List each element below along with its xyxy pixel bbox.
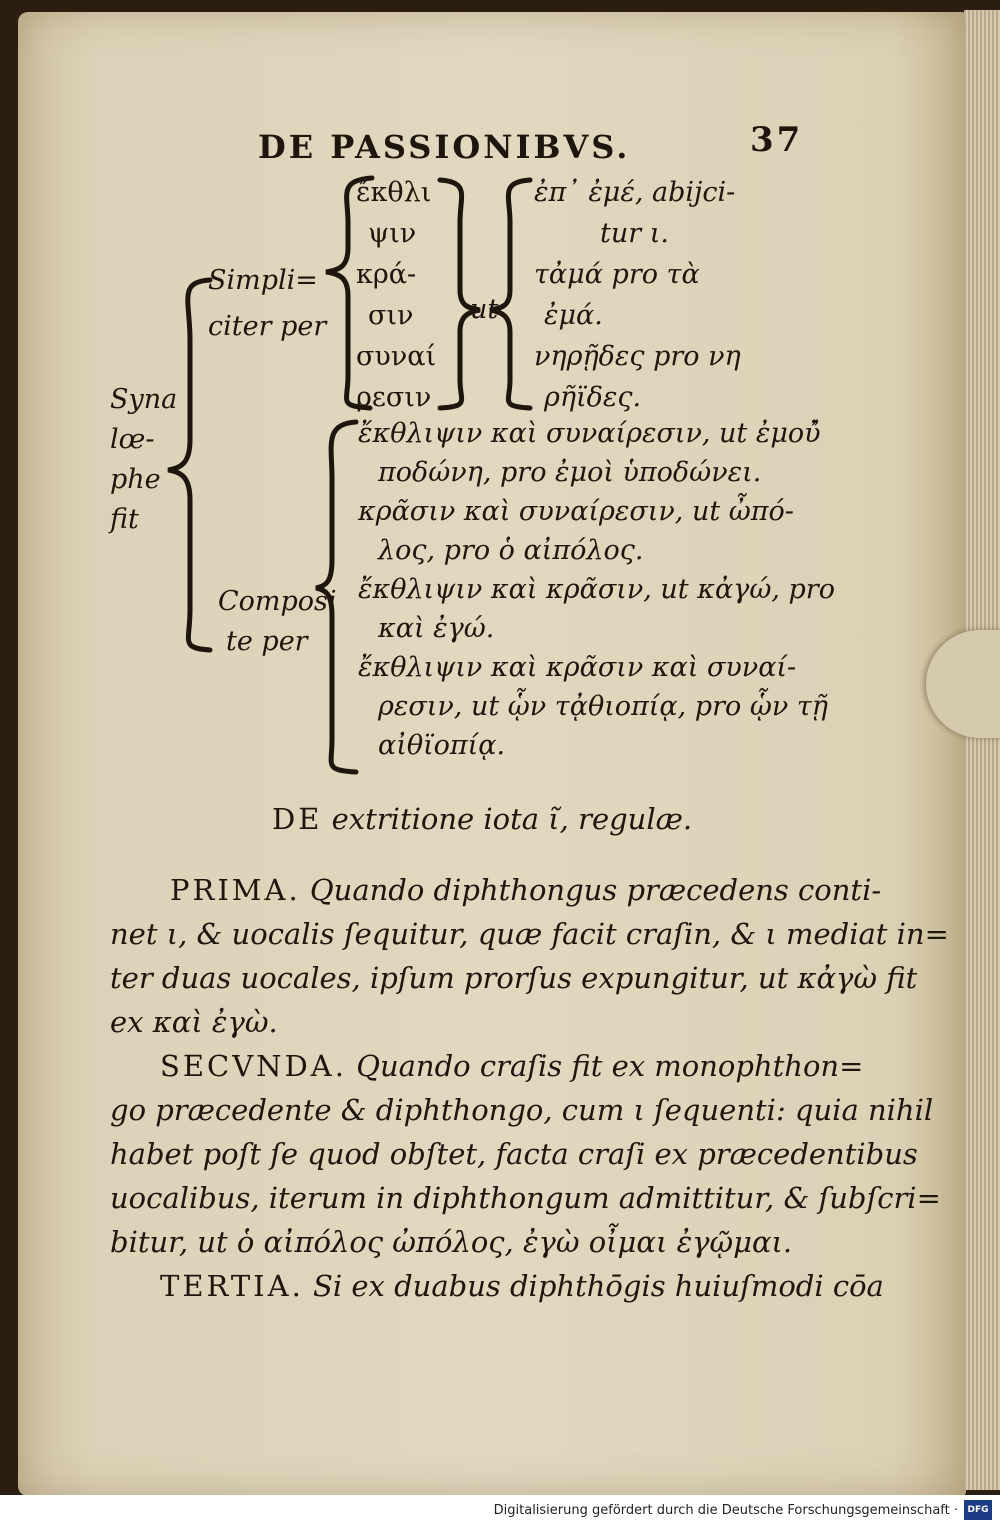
- composite-example-line: ποδώνη, pro ἐμοὶ ὑποδώνει.: [378, 457, 762, 488]
- page-number: 37: [750, 120, 804, 160]
- prima-label: PRIMA.: [170, 873, 301, 907]
- body-line: uocalibus, iterum in diphthongum admittitur, & ſubſcri=: [110, 1181, 941, 1215]
- body-line: habet poſt ſe quod obſtet, facta craſi ex præcedentibus: [110, 1137, 918, 1171]
- example-line: ἐμά.: [544, 300, 603, 331]
- method-line: ρεσιν: [356, 382, 432, 413]
- composite-line: te per: [226, 626, 308, 657]
- dfg-logo: DFG: [964, 1500, 992, 1520]
- composite-example-line: αἰθϊοπίᾳ.: [378, 730, 506, 761]
- tertia-label: TERTIA.: [160, 1269, 304, 1303]
- examples-column: [534, 172, 741, 418]
- example-line: νηρῇδες pro νη: [534, 341, 741, 372]
- example-line: ἐπ᾽ ἐμέ, abijci-: [534, 177, 736, 208]
- method-line: ψιν: [368, 218, 417, 249]
- rules-text: [110, 868, 949, 1308]
- example-line: tur ι.: [600, 218, 669, 249]
- body-line: Quando craſis fit ex monophthon=: [356, 1049, 864, 1083]
- ut-label: ut: [470, 294, 499, 325]
- digitization-footer: [0, 1495, 1000, 1527]
- body-line: Si ex duabus diphthōgis huiuſmodi cōa: [313, 1269, 884, 1303]
- running-header: DE PASSIONIBVS.: [258, 128, 631, 166]
- example-line: ρῆϊδες.: [544, 382, 642, 413]
- section-title-rest: extritione iota ῖ, regulæ.: [331, 802, 693, 836]
- composite-example-line: ἔκθλιψιν καὶ κρᾶσιν καὶ συναί-: [358, 652, 797, 683]
- root-line: lœ-: [110, 424, 155, 455]
- composite-label: [218, 582, 337, 662]
- body-line: ex καὶ ἐγὼ.: [110, 1005, 278, 1039]
- method-line: συναί: [356, 341, 437, 372]
- composite-example-line: ἔκθλιψιν καὶ συναίρεσιν, ut ἐμοὐ̓: [358, 418, 821, 449]
- footer-credit: Digitalisierung gefördert durch die Deutsche Forschungsgemeinschaft ·: [493, 1503, 958, 1518]
- method-line: σιν: [368, 300, 414, 331]
- composite-example-line: καὶ ἐγώ.: [378, 613, 495, 644]
- root-line: Syna: [110, 384, 178, 415]
- composite-example-line: λος, pro ὁ αἰπόλος.: [378, 535, 644, 566]
- method-line: κρά-: [356, 259, 417, 290]
- composite-examples: [358, 414, 835, 765]
- simpliciter-label: [208, 258, 326, 350]
- method-line: ἔκθλι: [356, 177, 432, 208]
- example-line: τἀμά pro τὰ: [534, 259, 700, 290]
- body-line: ter duas uocales, ipſum prorſus expungitur, ut κἀγὼ fit: [110, 961, 918, 995]
- section-title-de: DE: [272, 802, 323, 836]
- section-title: [272, 802, 692, 836]
- methods-column: [356, 172, 436, 418]
- root-label: [110, 380, 177, 540]
- prima-first-line: [110, 868, 949, 912]
- composite-line: Composi: [218, 586, 337, 617]
- secunda-first-line: [110, 1044, 949, 1088]
- composite-example-line: ἔκθλιψιν καὶ κρᾶσιν, ut κἀγώ, pro: [358, 574, 835, 605]
- simpliciter-line: Simpli=: [208, 265, 318, 296]
- simpliciter-line: citer per: [208, 311, 327, 342]
- composite-example-line: κρᾶσιν καὶ συναίρεσιν, ut ὦπό-: [358, 496, 794, 527]
- tertia-first-line: [110, 1264, 949, 1308]
- root-line: fit: [110, 504, 139, 535]
- body-line: go præcedente & diphthongo, cum ι ſequenti: quia nihil: [110, 1093, 934, 1127]
- body-line: Quando diphthongus præcedens conti-: [309, 873, 882, 907]
- secunda-label: SECVNDA.: [160, 1049, 347, 1083]
- composite-example-line: ρεσιν, ut ᾧν τᾀθιοπίᾳ, pro ᾧν τῇ: [378, 691, 828, 722]
- body-line: net ι, & uocalis ſequitur, quæ facit craſin, & ι mediat in=: [110, 917, 949, 951]
- body-line: bitur, ut ὁ αἰπόλος ὠπόλος, ἐγὼ οἶμαι ἐγῷμαι.: [110, 1225, 793, 1259]
- root-line: phe: [110, 464, 161, 495]
